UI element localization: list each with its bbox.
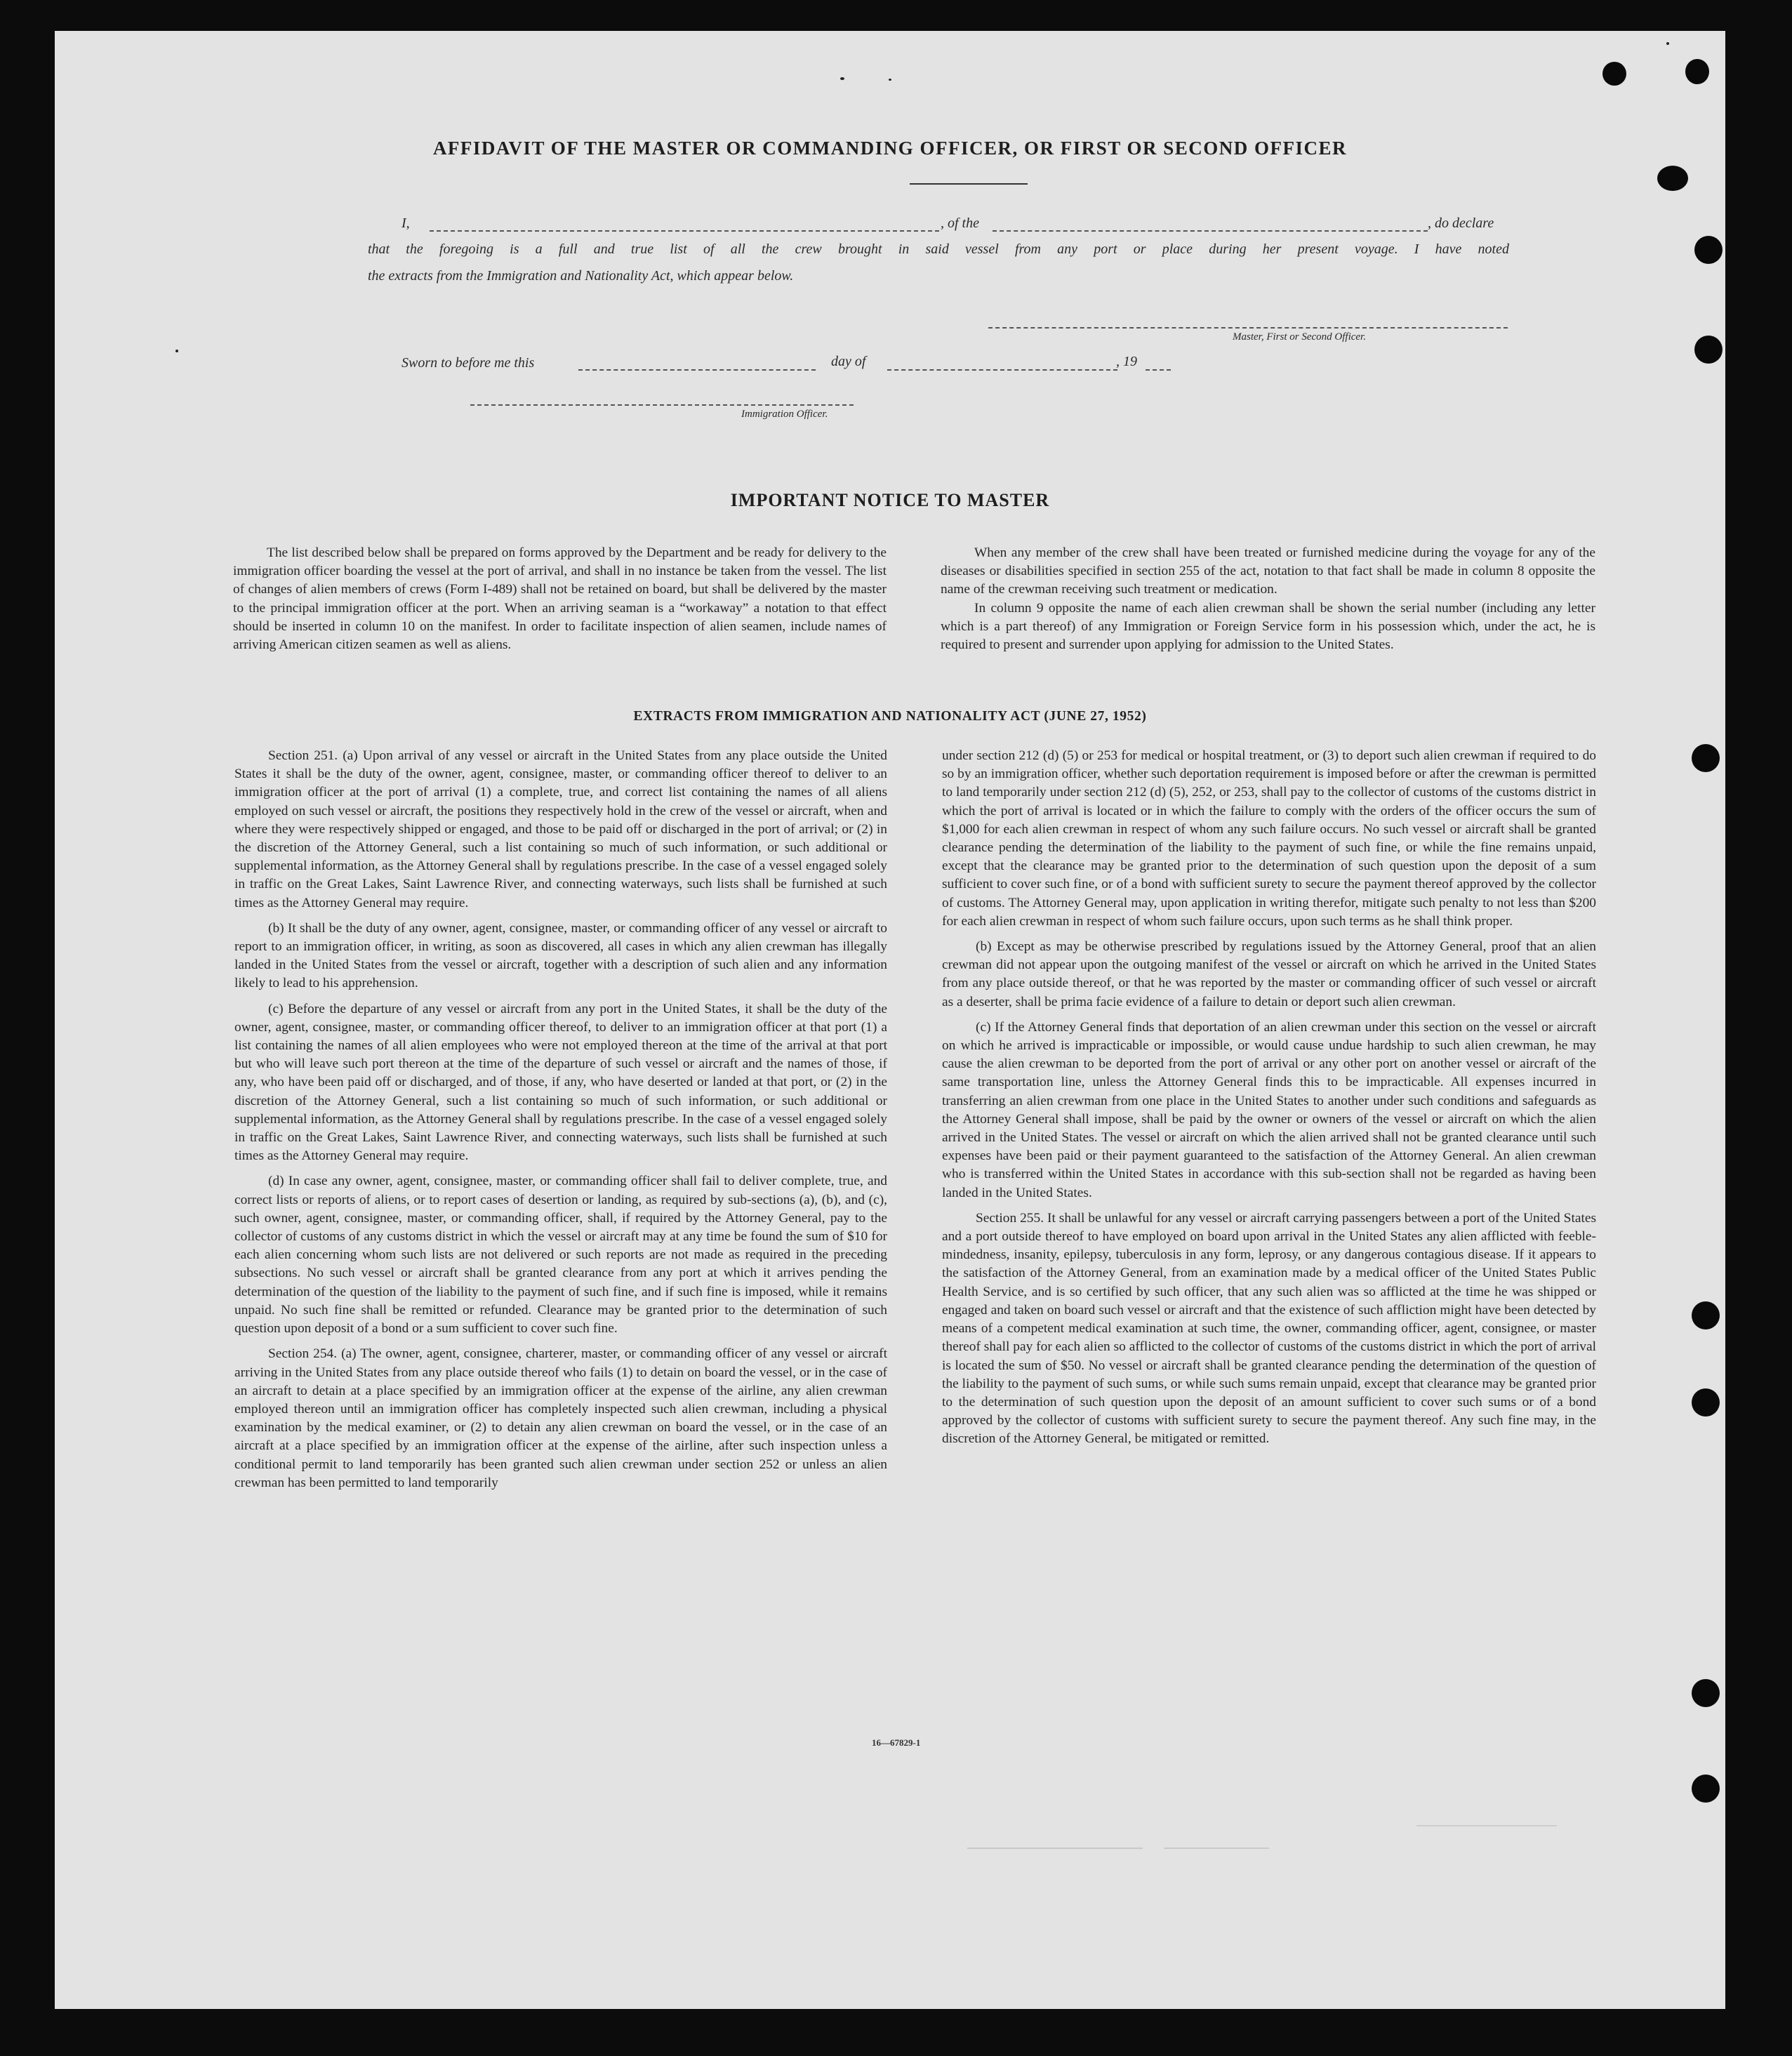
day-of-text: day of xyxy=(831,354,866,369)
scan-speck-icon xyxy=(1666,42,1669,45)
extracts-left-column xyxy=(234,747,887,1492)
declarant-prefix: I, xyxy=(401,215,410,231)
year-prefix-text: , 19 xyxy=(1116,354,1137,369)
notice-paragraph: The list described below shall be prepared on forms approved by the Department and be ready for delivery to the immigration officer boarding the vessel at the port of arrival, and shall in no instance be taken from the vessel. The list of changes of alien members of crews (Form I-489) shall not be retained on board, but shall be delivered by the master to the principal immigration officer at the port. When an arriving seaman is a “workaway” a notation to that effect should be inserted in column 10 on the manifest. In order to facilitate inspection of alien seamen, include names of arriving American citizen seamen as well as aliens. xyxy=(233,545,887,653)
punch-hole-icon xyxy=(1692,1388,1720,1417)
sworn-label: Sworn to before me this xyxy=(401,355,535,371)
section-251d-paragraph: (d) In case any owner, agent, consignee, master, or commanding officer shall fail to deliver complete, true, and correct lists or reports of aliens, or to report cases of desertion or landing, as required by sub-sections (a), (b), and (c), such owner, agent, consignee, master, or commanding officer, shall, if required by the Attorney General, pay to the collector of customs of any customs district in which the vessel or aircraft may at any time be found the sum of $10 for each alien concerning whom such lists are not delivered or such reports are not made as required in the preceding subsections. No such vessel or aircraft shall be granted clearance from any port at which it arrives pending the determination of the question of the liability to the payment of such fine, and if such fine is imposed, while it remains unpaid. No such fine shall be remitted or refunded. Clearance may be granted prior to the determination of such question upon deposit of a bond or a sum sufficient to cover such fine. xyxy=(234,1174,887,1337)
affidavit-title: AFFIDAVIT OF THE MASTER OR COMMANDING OFFICER, OR FIRST OR SECOND OFFICER xyxy=(432,138,1348,159)
officer-signature-label: Immigration Officer. xyxy=(741,409,828,420)
punch-hole-icon xyxy=(1692,744,1720,772)
sworn-month-field[interactable] xyxy=(887,369,1117,371)
master-signature-field[interactable] xyxy=(988,327,1508,329)
notice-paragraph: In column 9 opposite the name of each alien crewman shall be shown the serial number (including any letter which is a part thereof) of any Immigration or Foreign Service form in his possession which, under the act, he is required to present and surrender upon applying for admission to the United States. xyxy=(941,600,1595,653)
punch-hole-icon xyxy=(1692,1679,1720,1707)
section-254b-paragraph: (b) Except as may be otherwise prescribed by regulations issued by the Attorney General, proof that an alien crewman did not appear upon the outgoing manifest of the vessel or aircraft on which he arrived in the United States from any place outside thereof, or that he was reported by the master or commanding officer of such vessel or aircraft as a deserter, shall be prima facie evidence of a failure to detain or deport such alien crewman. xyxy=(942,939,1596,1009)
notice-right-column xyxy=(941,544,1595,654)
section-251b-paragraph: (b) It shall be the duty of any owner, agent, consignee, master, or commanding officer of any vessel or aircraft to report to an immigration officer, in writing, as soon as discovered, all cases in which any alien crewman has illegally landed in the United States from the vessel or aircraft, together with a description of such alien and any information likely to lead to his apprehension. xyxy=(234,920,887,991)
scan-speck-icon xyxy=(889,79,891,81)
punch-hole-icon xyxy=(1694,236,1723,264)
do-declare-text: , do declare xyxy=(1428,215,1494,231)
punch-hole-icon xyxy=(1685,59,1709,84)
officer-signature-field[interactable] xyxy=(470,404,854,406)
bleed-through-mark-icon xyxy=(1164,1848,1269,1849)
extracts-heading: EXTRACTS FROM IMMIGRATION AND NATIONALITY ACT (JUNE 27, 1952) xyxy=(633,709,1147,724)
section-251c-paragraph: (c) Before the departure of any vessel or aircraft from any port in the United States, it shall be the duty of the owner, agent, consignee, master, or commanding officer thereof, to deliver to an immigration officer at that port (1) a list containing the names of all alien employees who were not employed thereon at the time of the arrival at that port but who will leave such port thereon at the time of the departure of such vessel or aircraft and the names of those, if any, who have been paid off or discharged, and of those, if any, who have deserted or landed at that port, or (2) in the discretion of the Attorney General, such a list containing so much of such information, or such additional or supplemental information, as the Attorney General shall by regulations prescribe. In the case of a vessel engaged solely in traffic on the Great Lakes, Saint Lawrence River, and connecting waterways, such lists shall be furnished at such times as the Attorney General may require. xyxy=(234,1001,887,1164)
title-divider xyxy=(910,183,1028,185)
sworn-year-field[interactable] xyxy=(1146,369,1171,371)
punch-hole-icon xyxy=(1657,166,1688,191)
of-the-text: , of the xyxy=(941,215,979,231)
declaration-statement-line-1: that the foregoing is a full and true list of all the crew brought in said vessel from any port or place during her present voyage. I have noted xyxy=(368,241,1509,257)
notice-heading: IMPORTANT NOTICE TO MASTER xyxy=(730,490,1050,510)
sworn-day-field[interactable] xyxy=(578,369,816,371)
punch-hole-icon xyxy=(1602,62,1626,86)
bleed-through-mark-icon xyxy=(1416,1825,1557,1826)
section-254c-paragraph: (c) If the Attorney General finds that deportation of an alien crewman under this section on the vessel or aircraft on which he arrived is impracticable or impossible, or would cause undue hardship to such alien crewman, he may cause the alien crewman to be deported from the port of arrival or any other port on another vessel or aircraft of the same transportation line, unless the Attorney General finds this to be impracticable. All expenses incurred in transferring an alien crewman from one place in the United States to another under such conditions and safeguards as the Attorney General shall impose, shall be paid by the owner or owners of the vessel or aircraft on which the alien arrived in the United States. The vessel or aircraft on which the alien arrived shall not be granted clearance until such expenses have been paid or their payment guaranteed to the satisfaction of the Attorney General. An alien crewman who is transferred within the United States in accordance with this sub-section shall not be regarded as having been landed in the United States. xyxy=(942,1019,1596,1200)
scan-speck-icon xyxy=(840,77,844,80)
extracts-right-column xyxy=(942,747,1596,1449)
scan-speck-icon xyxy=(175,350,178,352)
master-signature-label: Master, First or Second Officer. xyxy=(1233,331,1366,343)
punch-hole-icon xyxy=(1692,1301,1720,1329)
declarant-name-field[interactable] xyxy=(430,230,939,232)
notice-paragraph: When any member of the crew shall have been treated or furnished medicine during the voyage for any of the diseases or disabilities specified in section 255 of the act, notation to that fact shall be made in column 8 opposite the name of the crewman receiving such treatment or medication. xyxy=(941,545,1595,597)
section-251a-paragraph: Section 251. (a) Upon arrival of any vessel or aircraft in the United States from any place outside the United States it shall be the duty of the owner, agent, consignee, master, or commanding officer thereof to deliver to an immigration officer at the port of arrival (1) a complete, true, and correct list containing the names of all aliens employed on such vessel or aircraft, the positions they respectively hold in the crew of the vessel or aircraft, when and where they were respectively shipped or engaged, and those to be paid off or discharged in the port of arrival; or (2) in the discretion of the Attorney General, such a list containing so much of such information, or such additional or supplemental information, as the Attorney General shall by regulations prescribe. In the case of a vessel engaged solely in traffic on the Great Lakes, Saint Lawrence River, and connecting waterways, such lists shall be furnished at such times as the Attorney General may require. xyxy=(234,748,887,910)
section-254a-paragraph: Section 254. (a) The owner, agent, consignee, charterer, master, or commanding officer of any vessel or aircraft arriving in the United States from any place outside thereof who fails (1) to detain on board the vessel, or in the case of an aircraft to detain at a place specified by an immigration officer at the expense of the airline, any alien crewman employed thereon until an immigration officer has completely inspected such alien crewman, including a physical examination by the medical examiner, or (2) to detain any alien crewman on board the vessel, or in the case of an aircraft at a place specified by an immigration officer at the expense of the airline, after such inspection unless a conditional permit to land temporarily has been granted such alien crewman under section 252 or unless an alien crewman has been permitted to land temporarily xyxy=(234,1346,887,1490)
bleed-through-mark-icon xyxy=(967,1848,1143,1849)
vessel-name-field[interactable] xyxy=(993,230,1428,232)
document-page xyxy=(55,31,1725,2009)
declaration-statement-line-2: the extracts from the Immigration and Nationality Act, which appear below. xyxy=(368,268,794,284)
section-254a-continued-paragraph: under section 212 (d) (5) or 253 for medical or hospital treatment, or (3) to deport such alien crewman if required to do so by an immigration officer, whether such deportation requirement is imposed before or after the crewman is permitted to land temporarily under section 212 (d) (5), 252, or 253, shall pay to the collector of customs of the customs district in which the port of arrival is located or in which the failure to comply with the orders of the officer occurs the sum of $1,000 for each alien crewman in respect of whom any such failure occurs. No such vessel or aircraft shall be granted clearance pending the determination of the liability to the payment of such fine, or while the fine remains unpaid, except that the clearance may be granted prior to the determination of such question upon the deposit of a sum sufficient to cover such fine, or of a bond with sufficient surety to secure the payment thereof approved by the collector of customs. The Attorney General may, upon application in writing therefor, mitigate such penalty to not less than $200 for each alien crewman in respect of whom such failure occurs, upon such terms as he shall think proper. xyxy=(942,748,1596,929)
notice-left-column xyxy=(233,544,887,654)
form-number: 16—67829-1 xyxy=(872,1737,921,1748)
punch-hole-icon xyxy=(1692,1775,1720,1803)
section-255-paragraph: Section 255. It shall be unlawful for any vessel or aircraft carrying passengers between a port of the United States and a port outside thereof to have employed on board upon arrival in the United States any alien afflicted with feeble-mindedness, insanity, epilepsy, tuberculosis in any form, leprosy, or any dangerous contagious disease. If it appears to the satisfaction of the Attorney General, from an examination made by a medical officer of the United States Public Health Service, and is so certified by such officer, that any such alien was so afflicted at the time he was shipped or engaged and taken on board such vessel or aircraft and that the existence of such affliction might have been detected by means of a competent medical examination at such time, the owner, commanding officer, agent, consignee, or master thereof shall pay for each alien so afflicted to the collector of customs of the customs district in which the port of arrival is located the sum of $50. No vessel or aircraft shall be granted clearance pending the determination of the question of the liability to the payment of such sums, or while such sums remain unpaid, except that clearance may be granted prior to the determination of such question upon the deposit of an amount sufficient to cover such sums or of a bond approved by the collector of customs with sufficient surety to secure the payment thereof. Any such fine may, in the discretion of the Attorney General, be mitigated or remitted. xyxy=(942,1210,1596,1447)
punch-hole-icon xyxy=(1694,336,1723,364)
